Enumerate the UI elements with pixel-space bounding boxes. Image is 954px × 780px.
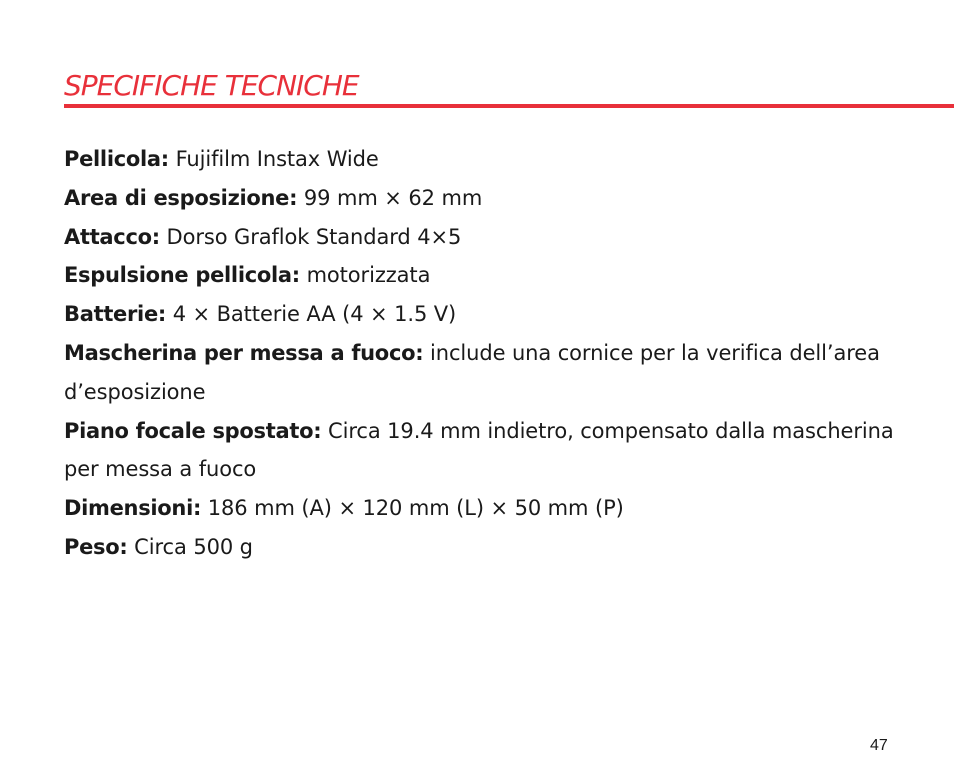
- spec-label: Peso:: [64, 534, 128, 559]
- spec-item-film: [64, 140, 894, 179]
- spec-label: Pellicola:: [64, 147, 169, 171]
- spec-value: Circa 19.4 mm indietro, compensato dalla mascherina per messa a fuoco: [64, 418, 894, 482]
- spec-item-weight: [64, 528, 894, 567]
- spec-label: Batterie:: [64, 302, 166, 327]
- spec-value: Circa 500 g: [134, 534, 253, 559]
- spec-item-focus-mask: [64, 334, 894, 412]
- spec-item-mount: [64, 218, 894, 257]
- spec-value: 186 mm (A) × 120 mm (L) × 50 mm (P): [207, 496, 624, 521]
- spec-value: motorizzata: [306, 263, 431, 288]
- spec-label: Espulsione pellicola:: [64, 263, 300, 288]
- spec-label: Attacco:: [64, 224, 160, 249]
- page-title: SPECIFICHE TECNICHE: [64, 69, 359, 102]
- spec-value: 99 mm × 62 mm: [303, 185, 483, 210]
- spec-item-batteries: [64, 295, 894, 334]
- spec-item-exposure-area: [64, 179, 894, 218]
- spec-item-dimensions: [64, 489, 894, 528]
- specifications-list: [64, 140, 894, 567]
- title-underline-rule: [64, 104, 954, 108]
- page-number: 47: [870, 737, 888, 754]
- spec-label: Area di esposizione:: [64, 185, 298, 210]
- spec-value: include una cornice per la verifica dell’area d’esposizione: [64, 340, 880, 404]
- spec-value: Fujifilm Instax Wide: [175, 147, 379, 171]
- spec-item-focal-plane: [64, 412, 894, 490]
- spec-label: Mascherina per messa a fuoco:: [64, 340, 424, 365]
- spec-label: Dimensioni:: [64, 496, 202, 521]
- spec-value: Dorso Graflok Standard 4×5: [166, 224, 462, 249]
- spec-value: 4 × Batterie AA (4 × 1.5 V): [172, 302, 457, 327]
- spec-label: Piano focale spostato:: [64, 418, 322, 443]
- spec-item-film-ejection: [64, 256, 894, 295]
